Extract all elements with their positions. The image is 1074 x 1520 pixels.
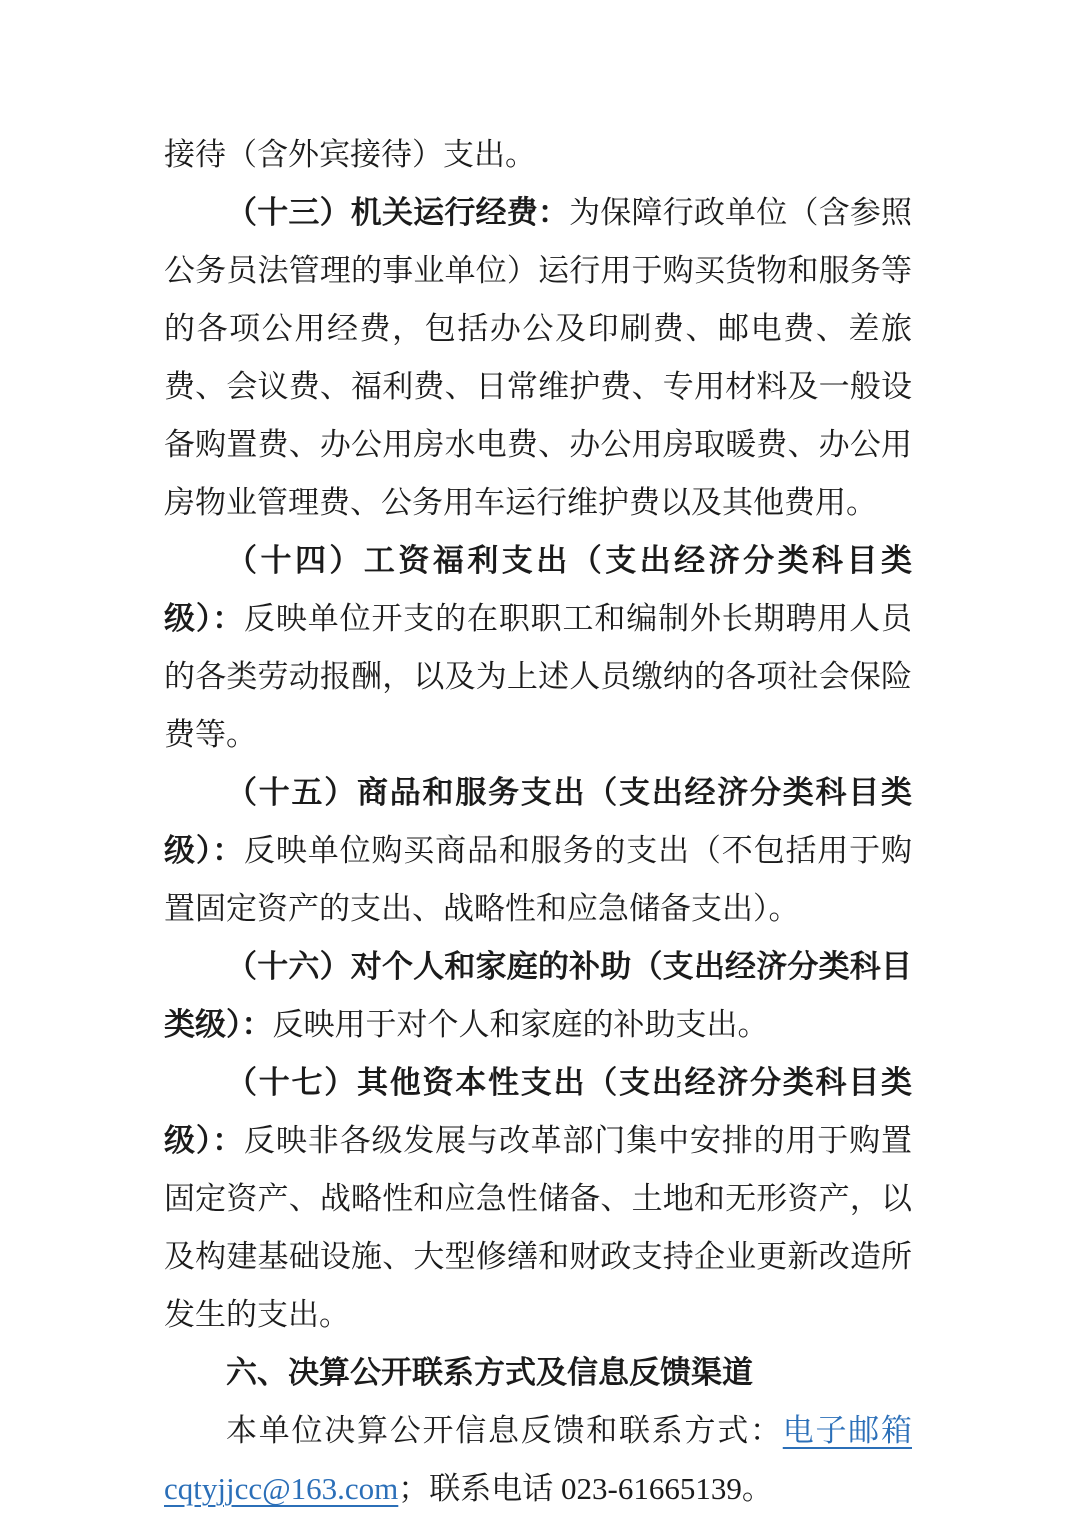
- definition-text: 反映单位购买商品和服务的支出（不包括用于购置固定资产的支出、战略性和应急储备支出）。: [164, 833, 913, 926]
- definition-text: 反映用于对个人和家庭的补助支出。: [272, 1007, 769, 1042]
- definition-label: （十三）机关运行经费：: [226, 195, 570, 230]
- section-heading: 六、决算公开联系方式及信息反馈渠道: [226, 1355, 753, 1390]
- email-link-label[interactable]: 电子邮箱: [782, 1413, 912, 1448]
- paragraph-text: 接待（含外宾接待）支出。: [164, 137, 536, 172]
- definition-paragraph-16: [164, 938, 912, 1054]
- definition-text: 为保障行政单位（含参照公务员法管理的事业单位）运行用于购买货物和服务等的各项公用经费，包括办公及印刷费、邮电费、差旅费、会议费、福利费、日常维护费、专用材料及一般设备购置费、办公用房水电费、办公用房取暖费、办公用房物业管理费、公务用车运行维护费以及其他费用。: [164, 195, 913, 520]
- definition-text: 反映非各级发展与改革部门集中安排的用于购置固定资产、战略性和应急性储备、土地和无形资产，以及构建基础设施、大型修缮和财政支持企业更新改造所发生的支出。: [164, 1123, 913, 1332]
- definition-label: （十五）商品和服务支出（支出经济分类科目类级）：: [164, 775, 912, 868]
- definition-text: 反映单位开支的在职职工和编制外长期聘用人员的各类劳动报酬，以及为上述人员缴纳的各项社会保险费等。: [164, 601, 913, 752]
- contact-prefix: 本单位决算公开信息反馈和联系方式：: [226, 1413, 783, 1448]
- definition-paragraph-15: [164, 764, 912, 938]
- definition-label: （十六）对个人和家庭的补助（支出经济分类科目类级）：: [164, 949, 912, 1042]
- email-link-address[interactable]: cqtyjjcc@163.com: [164, 1471, 399, 1506]
- contact-paragraph: [164, 1402, 912, 1518]
- definition-paragraph-14: [164, 532, 912, 764]
- definition-paragraph-13: [164, 184, 912, 532]
- paragraph-continuation: [164, 126, 912, 184]
- definition-label: （十七）其他资本性支出（支出经济分类科目类级）：: [164, 1065, 912, 1158]
- contact-suffix: ；联系电话 023-61665139。: [398, 1471, 773, 1506]
- definition-paragraph-17: [164, 1054, 912, 1344]
- definition-label: （十四）工资福利支出（支出经济分类科目类级）：: [164, 543, 912, 636]
